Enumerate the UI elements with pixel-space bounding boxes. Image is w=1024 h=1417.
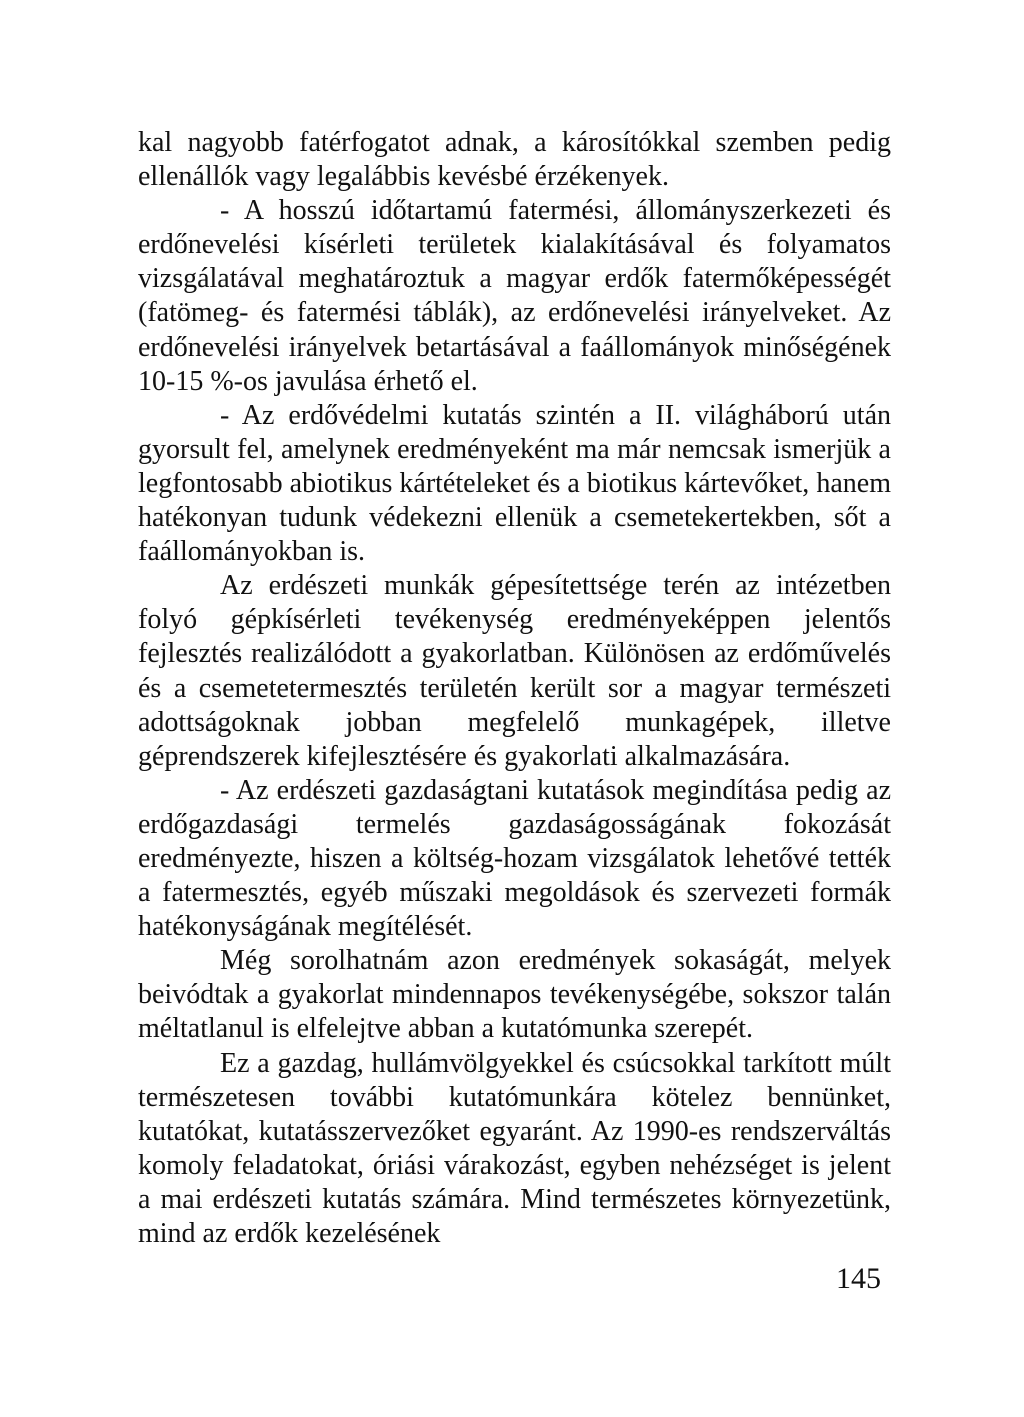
paragraph-future-research: Ez a gazdag, hullámvölgyekkel és csúcsokkal tarkított múlt természetesen további kutatómunkára kötelez bennünket, kutatókat, kutatásszervezőket egyaránt. Az 1990-es rendszerváltás komoly feladatokat, óriási várakozást, egyben nehézséget is jelent a mai erdészeti kutatás számára. Mind természetes környezetünk, mind az erdők kezelésének	[138, 1047, 891, 1249]
page-number: 145	[836, 1262, 881, 1295]
paragraph-more-results: Még sorolhatnám azon eredmények sokaságát, melyek beivódtak a gyakorlat mindennapos tevékenységébe, sokszor talán méltatlanul is elfelejtve abban a kutatómunka szerepét.	[138, 945, 891, 1045]
paragraph-continuation: kal nagyobb fatérfogatot adnak, a károsítókkal szemben pedig ellenállók vagy legalábbis kevésbé érzékenyek.	[138, 127, 891, 193]
paragraph-yield-research: - A hosszú időtartamú fatermési, állományszerkezeti és erdőnevelési kísérleti területek kialakításával és folyamatos vizsgálatával meghatároztuk a magyar erdők fatermőképességét (fatömeg- és fatermési táblák), az erdőnevelési irányelveket. Az erdőnevelési irányelvek betartásával a faállományok minőségének 10-15 %-os javulása érhető el.	[138, 195, 891, 397]
page-body	[138, 126, 891, 1251]
paragraph-forest-protection: - Az erdővédelmi kutatás szintén a II. világháború után gyorsult fel, amelynek eredményeként ma már nemcsak ismerjük a legfontosabb abiotikus kártételeket és a biotikus kártevőket, hanem hatékonyan tudunk védekezni ellenük a csemetekertekben, sőt a faállományokban is.	[138, 399, 891, 568]
paragraph-mechanization: Az erdészeti munkák gépesítettsége terén az intézetben folyó gépkísérleti tevékenység eredményeképpen jelentős fejlesztés realizálódott a gyakorlatban. Különösen az erdőművelés és a csemetetermesztés területén került sor a magyar természeti adottságoknak jobban megfelelő munkagépek, illetve géprendszerek kifejlesztésére és gyakorlati alkalmazására.	[138, 570, 891, 772]
paragraph-economics: - Az erdészeti gazdaságtani kutatások megindítása pedig az erdőgazdasági termelés gazdaságosságának fokozását eredményezte, hiszen a költség-hozam vizsgálatok lehetővé tették a fatermesztés, egyéb műszaki megoldások és szervezeti formák hatékonyságának megítélését.	[138, 774, 891, 943]
